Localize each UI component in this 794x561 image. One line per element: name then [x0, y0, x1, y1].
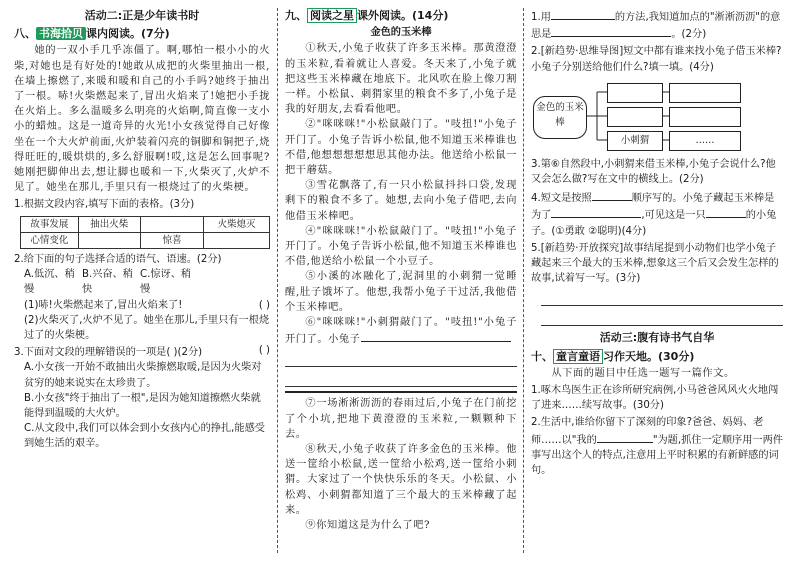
story-paragraph-9: ⑨你知道这是为什么了吧? [305, 520, 431, 532]
answer-line[interactable] [541, 289, 783, 306]
story-paragraph-5: ⑤小溪的冰融化了,泥洞里的小刺猬一觉睡醒,肚子饿坏了。他想,我帮小兔子干过活,我他借个玉米棒吧。 [285, 271, 517, 313]
question-2-options [14, 267, 270, 297]
mind-map-blank-node[interactable] [607, 107, 663, 127]
activity-3-title: 活动三:腹有诗书气自华 [599, 331, 715, 345]
question-3-option-c: C.从文段中,我们可以体会到小女孩内心的挣扎,能感受到她生活的艰辛。 [24, 423, 265, 450]
story-title: 金色的玉米棒 [370, 27, 432, 39]
q-text: "为题,抓住一定顺序用一两件事写出这个人的特点,注意用上平时积累的有新鲜感的词句。 [531, 434, 783, 477]
answer-line[interactable] [285, 370, 517, 387]
q-text: 2.生活中,谁给你留下了深刻的印象?爸爸、妈妈、老师……以"我的 [531, 417, 764, 446]
q-text: 的方法,我知道加点的"淅淅沥沥"的意思是 [531, 12, 781, 41]
question-3-option-b: B.小女孩"终于抽出了一根",是因为她知道擦燃火柴就能得到温暖的大火炉。 [24, 392, 261, 420]
question-4-right [531, 189, 783, 239]
q-text: 1.用 [531, 12, 551, 23]
answer-blank[interactable] [551, 8, 615, 20]
story-paragraph-6 [285, 315, 517, 347]
table-cell: 火柴熄灭 [204, 216, 270, 232]
reading-passage: 她的一双小手几乎冻僵了。啊,哪怕一根小小的火柴,对她也是有好处的!她敢从成把的火柴里抽出一根,在墙上擦燃了,来暖和暖和自己的小手吗?她终于抽出了一根。哧!火柴燃起来了,冒出火焰来了!她把小手拢在火焰上。多么温暖多么明亮的火焰啊,简直像一支小小的蜡烛。这是一道奇异的火光!小女孩觉得自己好像坐在一个大火炉前面,火炉装着闪亮的铜脚和铜把子,烧得旺旺的,暖烘烘的,多么舒服啊!哎,这是怎么回事呢?她刚把脚伸出去,想让脚也暖和一下,火柴灭了,火炉不见了。她坐在那儿,手里只有一根烧过了的火柴梗。 [14, 45, 270, 194]
section-8-title: 课内阅读。(7分) [86, 27, 170, 41]
story-paragraph-3: ③雪花飘落了,有一只小松鼠抖抖口袋,发现剩下的粮食不多了。她想,去向小兔子借吧,去向他借玉米棒吧。 [285, 180, 517, 222]
answer-line[interactable] [285, 350, 517, 367]
section-9-tag: 阅读之星 [307, 8, 357, 23]
q-text: 。(2分) [671, 29, 707, 41]
column-right [531, 6, 783, 555]
answer-blank[interactable] [592, 189, 632, 201]
answer-paren[interactable]: ( ) [258, 345, 270, 357]
writing-prompt-intro: 从下面的题目中任选一题写一篇作文。 [551, 367, 735, 379]
q-text: ,可见这是一 [641, 210, 696, 222]
section-9-title: 课外阅读。(14分) [357, 9, 449, 22]
option-b: B.兴奋、稍快 [82, 269, 133, 296]
q-text: 的小兔子。(①勇敢 ②聪明)(4分) [531, 210, 777, 237]
table-label-development: 故事发展 [21, 216, 79, 232]
section-10-heading [531, 349, 783, 364]
section-number: 九、 [285, 9, 307, 22]
mind-map-node-hedgehog: 小刺猬 [607, 131, 663, 151]
story-paragraph-4: ④"咪咪咪!"小松鼠敲门了。"吱扭!"小兔子开门了。小兔子告诉小松鼠,他不知道玉米棒谁也不借,他送给小松鼠一个小豆子。 [285, 225, 517, 268]
mind-map-blank-node[interactable] [607, 83, 663, 103]
question-3-option-a: A.小女孩一开始不敢抽出火柴擦燃取暖,是因为火柴对贫穷的她来说实在太珍贵了。 [24, 362, 262, 389]
section-10-tag: 童言童语 [553, 349, 603, 364]
option-a: A.低沉、稍慢 [24, 269, 75, 296]
writing-topic-1: 1.啄木鸟医生正在诊所研究病例,小马爸爸风风火火地闯了进来……续写故事。(30分) [531, 385, 779, 412]
question-1: 1.根据文段内容,填写下面的表格。(3分) [14, 199, 195, 211]
table-cell-blank[interactable] [204, 232, 270, 248]
section-8-heading [14, 26, 270, 41]
table-cell: 惊喜 [140, 232, 204, 248]
answer-blank[interactable] [597, 431, 653, 443]
divider [285, 391, 517, 393]
answer-blank[interactable] [551, 206, 641, 218]
sentence-text: (2)火柴灭了,火炉不见了。她坐在那儿,手里只有一根烧过了的火柴梗。 [24, 314, 270, 342]
writing-topic-2 [531, 415, 783, 478]
q-text: 4.短文是按照 [531, 193, 592, 205]
story-table [20, 216, 270, 249]
question-2-right: 2.[新趋势·思维导图]短文中都有谁来找小兔子借玉米棒?小兔子分别送给他们什么?填一填。(4分) [531, 46, 782, 73]
section-number: 八、 [14, 27, 36, 41]
column-divider-1 [277, 8, 278, 553]
column-middle [285, 6, 517, 555]
answer-line[interactable] [541, 309, 783, 326]
table-cell-blank[interactable] [78, 232, 140, 248]
question-5-right: 5.[新趋势·开放探究]故事结尾提到小动物们也学小兔子藏起来三个最大的玉米棒,想象这三个后又会发生怎样的故事,试着写一写。(3分) [531, 242, 779, 285]
table-cell: 抽出火柴 [78, 216, 140, 232]
q-text: 顺序写的。小兔子藏起玉米棒是为了 [531, 193, 775, 222]
answer-blank[interactable] [361, 330, 511, 342]
question-2: 2.给下面的句子选择合适的语气、语速。(2分) [14, 254, 222, 266]
answer-paren[interactable]: ( ) [258, 299, 270, 311]
mind-map-blank-leaf[interactable] [669, 83, 741, 103]
story-paragraph-1: ①秋天,小兔子收获了许多玉米棒。那黄澄澄的玉米粒,看着就让人喜爱。冬天来了,小兔子就把这些玉米棒藏在地底下。北风吹在脸上像刀割一样。小松鼠、刺猬家里的粮食不多了,小兔子是我的好朋友,去看看他吧。 [285, 43, 517, 116]
activity-2-title: 活动二:正是少年读书时 [84, 9, 200, 22]
column-left [14, 6, 270, 555]
question-1-right [531, 8, 783, 42]
answer-blank[interactable] [706, 206, 746, 218]
story-paragraph-8: ⑧秋天,小兔子收获了许多金色的玉米棒。他送一筐给小松鼠,送一筐给小松鸡,送一筐给小刺猬。大家过了一个快快乐乐的冬天。小松鼠、小松鸡、小刺猬都知道了三个最大的玉米棒藏了起来。 [285, 444, 517, 516]
story-paragraph-7: ⑦一场淅淅沥沥的春雨过后,小兔子在门前挖了个小坑,把地下黄澄澄的玉米粒,一颗颗种下去。 [285, 398, 517, 440]
q-text: 只 [695, 210, 706, 222]
question-2-sentence-1 [14, 298, 270, 313]
option-c: C.惊讶、稍慢 [140, 269, 192, 296]
answer-blank[interactable] [551, 25, 671, 37]
column-divider-2 [523, 8, 524, 553]
section-number: 十、 [531, 349, 553, 363]
mind-map-blank-leaf[interactable] [669, 107, 741, 127]
table-cell-blank[interactable] [140, 216, 204, 232]
mind-map [531, 78, 783, 154]
paragraph-text: ⑥"咪咪咪!"小刺猬敲门了。"吱扭!"小兔子开门了。小兔子 [285, 317, 517, 346]
section-10-title: 习作天地。(30分) [603, 349, 695, 363]
mind-map-root: 金色的玉米棒 [533, 96, 587, 139]
story-paragraph-2: ②"咪咪咪!"小松鼠敲门了。"吱扭!"小兔子开门了。小兔子告诉小松鼠,他不知道玉米棒谁也不借,他想想想想想思其他办法。他送给小松鼠一把干蘑菇。 [285, 119, 517, 177]
table-label-mood: 心情变化 [21, 232, 79, 248]
mind-map-leaf-dots: …… [669, 131, 741, 151]
question-3: 3.下面对文段的理解错误的一项是( )(2分) [14, 347, 203, 359]
question-3-right: 3.第⑥自然段中,小刺猬来借玉米棒,小兔子会说什么?他又会怎么做?写在文中的横线上。(2分) [531, 158, 776, 186]
sentence-text: (1)哧!火柴燃起来了,冒出火焰来了! [24, 299, 183, 311]
section-8-tag: 书海拾贝 [36, 27, 86, 40]
section-9-heading [285, 8, 517, 23]
